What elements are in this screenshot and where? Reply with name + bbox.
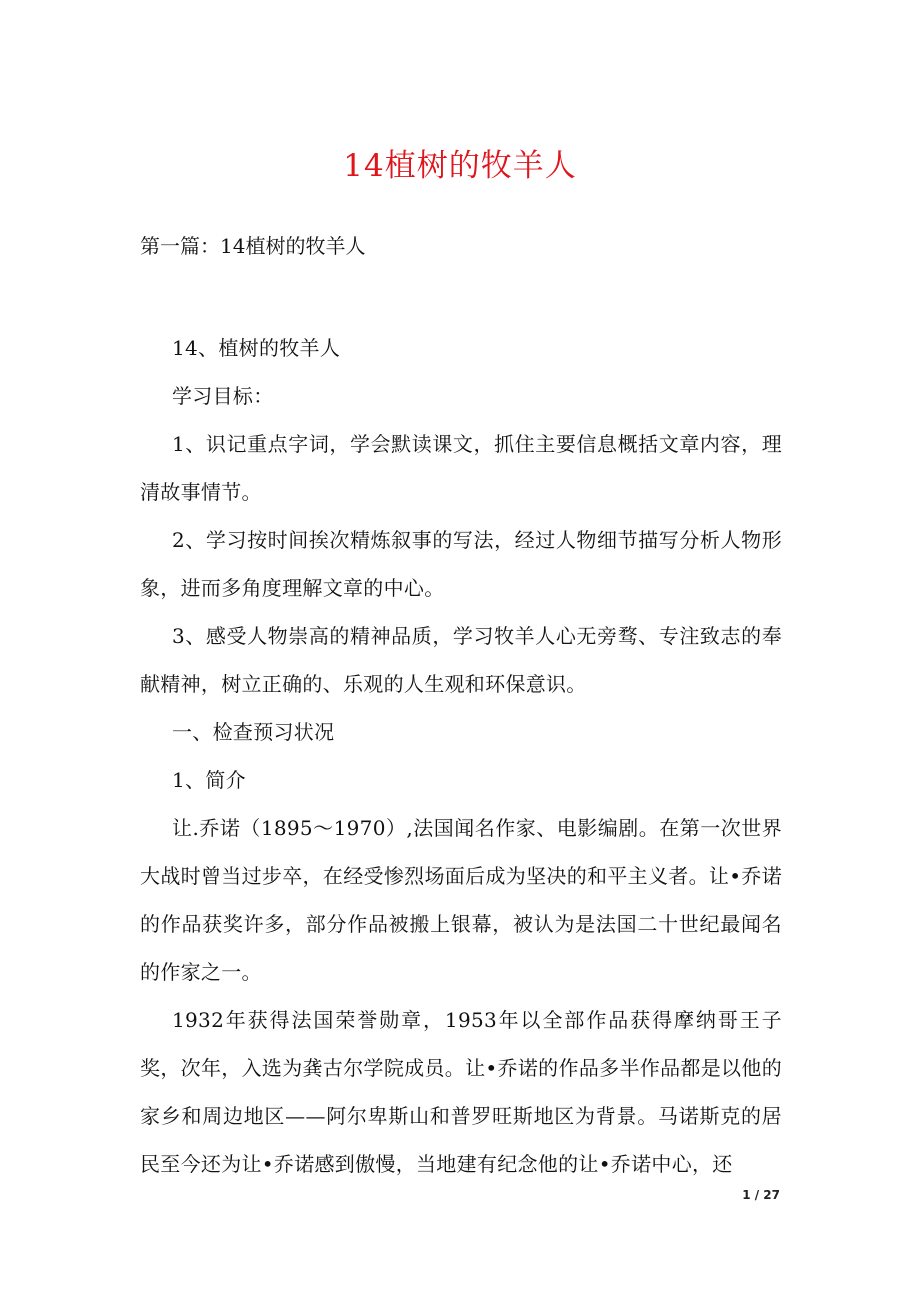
paragraph-author-awards: 1932年获得法国荣誉勋章，1953年以全部作品获得摩纳哥王子奖，次年，入选为龚古尔学院成员。让•乔诺的作品多半作品都是以他的家乡和周边地区——阿尔卑斯山和普罗旺斯地区为背景。马诺斯克的居民至今还为让•乔诺感到傲慢，当地建有纪念他的让•乔诺中心，还 (140, 1008, 782, 1176)
page-indicator: 1 / 27 (742, 1188, 780, 1202)
paragraph-learning-goals-label: 学习目标： (172, 384, 274, 408)
paragraph-goal-1: 1、识记重点字词，学会默读课文，抓住主要信息概括文章内容，理清故事情节。 (140, 432, 782, 504)
paragraph-goal-2: 2、学习按时间挨次精炼叙事的写法，经过人物细节描写分析人物形象，进而多角度理解文章的中心。 (140, 528, 782, 600)
paragraph-goal-3: 3、感受人物崇高的精神品质，学习牧羊人心无旁骛、专注致志的奉献精神，树立正确的、乐观的人生观和环保意识。 (140, 624, 782, 696)
paragraph-author-bio: 让.乔诺（1895～1970）,法国闻名作家、电影编剧。在第一次世界大战时曾当过步卒，在经受惨烈场面后成为坚决的和平主义者。让•乔诺的作品获奖许多，部分作品被搬上银幕，被认为是法国二十世纪最闻名的作家之一。 (140, 816, 782, 984)
document-title: 14植树的牧羊人 (343, 148, 577, 184)
document-subtitle: 第一篇：14植树的牧羊人 (140, 234, 366, 258)
paragraph-heading: 14、植树的牧羊人 (172, 336, 341, 360)
paragraph-intro-label: 1、简介 (172, 768, 246, 792)
document-body (140, 324, 782, 1188)
paragraph-section-1: 一、检查预习状况 (172, 720, 335, 744)
